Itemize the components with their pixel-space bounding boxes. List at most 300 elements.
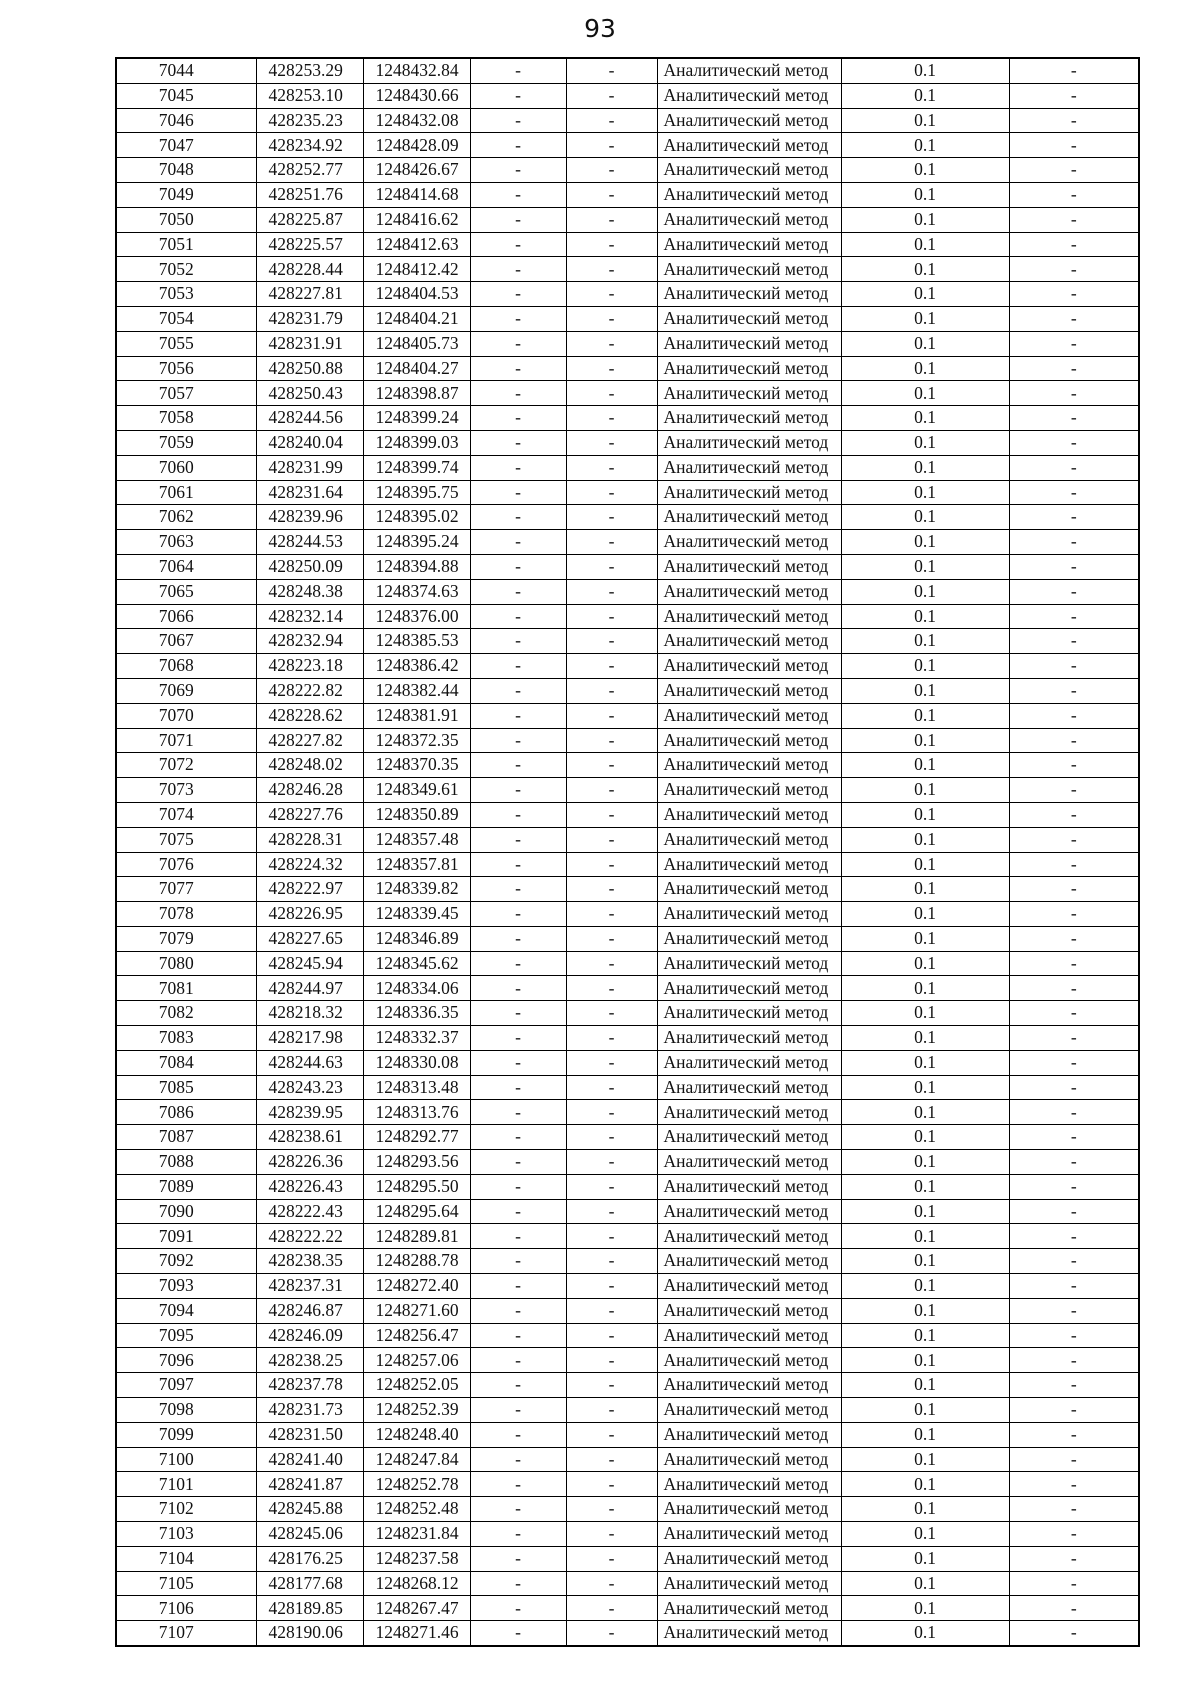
dash-cell: - [566,778,657,803]
x-coordinate-cell: 428224.32 [256,852,363,877]
dash-cell: - [470,480,566,505]
y-coordinate-cell: 1248394.88 [363,554,470,579]
dash-cell: - [470,1274,566,1299]
method-cell: Аналитический метод [657,926,841,951]
dash-cell: - [566,877,657,902]
dash-cell: - [1009,976,1139,1001]
method-cell: Аналитический метод [657,480,841,505]
point-number-cell: 7079 [116,926,256,951]
dash-cell: - [1009,703,1139,728]
x-coordinate-cell: 428223.18 [256,654,363,679]
point-number-cell: 7047 [116,133,256,158]
dash-cell: - [566,1001,657,1026]
dash-cell: - [1009,1447,1139,1472]
accuracy-cell: 0.1 [841,505,1009,530]
x-coordinate-cell: 428243.23 [256,1075,363,1100]
accuracy-cell: 0.1 [841,728,1009,753]
dash-cell: - [566,430,657,455]
accuracy-cell: 0.1 [841,1621,1009,1646]
point-number-cell: 7086 [116,1100,256,1125]
dash-cell: - [470,1075,566,1100]
dash-cell: - [566,1472,657,1497]
method-cell: Аналитический метод [657,257,841,282]
dash-cell: - [470,1298,566,1323]
point-number-cell: 7100 [116,1447,256,1472]
x-coordinate-cell: 428239.96 [256,505,363,530]
y-coordinate-cell: 1248432.84 [363,58,470,83]
method-cell: Аналитический метод [657,579,841,604]
method-cell: Аналитический метод [657,381,841,406]
method-cell: Аналитический метод [657,1274,841,1299]
accuracy-cell: 0.1 [841,1224,1009,1249]
dash-cell: - [470,629,566,654]
method-cell: Аналитический метод [657,877,841,902]
accuracy-cell: 0.1 [841,1249,1009,1274]
accuracy-cell: 0.1 [841,331,1009,356]
point-number-cell: 7080 [116,951,256,976]
method-cell: Аналитический метод [657,58,841,83]
dash-cell: - [1009,207,1139,232]
table-row [116,877,1139,902]
accuracy-cell: 0.1 [841,158,1009,183]
dash-cell: - [470,1447,566,1472]
y-coordinate-cell: 1248295.50 [363,1174,470,1199]
point-number-cell: 7087 [116,1125,256,1150]
accuracy-cell: 0.1 [841,579,1009,604]
point-number-cell: 7091 [116,1224,256,1249]
method-cell: Аналитический метод [657,976,841,1001]
accuracy-cell: 0.1 [841,232,1009,257]
table-row [116,406,1139,431]
y-coordinate-cell: 1248313.48 [363,1075,470,1100]
dash-cell: - [1009,778,1139,803]
y-coordinate-cell: 1248334.06 [363,976,470,1001]
x-coordinate-cell: 428245.88 [256,1497,363,1522]
dash-cell: - [1009,505,1139,530]
dash-cell: - [470,406,566,431]
point-number-cell: 7081 [116,976,256,1001]
y-coordinate-cell: 1248336.35 [363,1001,470,1026]
accuracy-cell: 0.1 [841,1348,1009,1373]
table-row [116,703,1139,728]
dash-cell: - [1009,1596,1139,1621]
method-cell: Аналитический метод [657,1497,841,1522]
y-coordinate-cell: 1248292.77 [363,1125,470,1150]
accuracy-cell: 0.1 [841,654,1009,679]
dash-cell: - [470,1348,566,1373]
dash-cell: - [1009,629,1139,654]
accuracy-cell: 0.1 [841,1150,1009,1175]
point-number-cell: 7051 [116,232,256,257]
x-coordinate-cell: 428225.87 [256,207,363,232]
dash-cell: - [1009,604,1139,629]
x-coordinate-cell: 428226.36 [256,1150,363,1175]
x-coordinate-cell: 428241.40 [256,1447,363,1472]
table-row [116,1398,1139,1423]
accuracy-cell: 0.1 [841,1422,1009,1447]
dash-cell: - [470,430,566,455]
accuracy-cell: 0.1 [841,1100,1009,1125]
y-coordinate-cell: 1248339.45 [363,902,470,927]
dash-cell: - [566,1125,657,1150]
dash-cell: - [1009,753,1139,778]
dash-cell: - [470,926,566,951]
x-coordinate-cell: 428234.92 [256,133,363,158]
table-row [116,926,1139,951]
method-cell: Аналитический метод [657,629,841,654]
x-coordinate-cell: 428222.82 [256,678,363,703]
dash-cell: - [470,1026,566,1051]
point-number-cell: 7099 [116,1422,256,1447]
table-row [116,976,1139,1001]
dash-cell: - [566,207,657,232]
dash-cell: - [1009,1546,1139,1571]
table-row [116,1026,1139,1051]
method-cell: Аналитический метод [657,1323,841,1348]
table-body [116,58,1139,1646]
y-coordinate-cell: 1248399.24 [363,406,470,431]
dash-cell: - [566,58,657,83]
accuracy-cell: 0.1 [841,1050,1009,1075]
method-cell: Аналитический метод [657,530,841,555]
point-number-cell: 7084 [116,1050,256,1075]
dash-cell: - [566,331,657,356]
dash-cell: - [470,83,566,108]
dash-cell: - [566,356,657,381]
dash-cell: - [566,1174,657,1199]
point-number-cell: 7094 [116,1298,256,1323]
point-number-cell: 7085 [116,1075,256,1100]
accuracy-cell: 0.1 [841,1522,1009,1547]
y-coordinate-cell: 1248252.78 [363,1472,470,1497]
dash-cell: - [470,1323,566,1348]
accuracy-cell: 0.1 [841,1373,1009,1398]
y-coordinate-cell: 1248395.75 [363,480,470,505]
x-coordinate-cell: 428228.44 [256,257,363,282]
dash-cell: - [566,1546,657,1571]
table-row [116,505,1139,530]
table-row [116,530,1139,555]
table-row [116,133,1139,158]
dash-cell: - [566,1249,657,1274]
dash-cell: - [470,827,566,852]
table-row [116,381,1139,406]
accuracy-cell: 0.1 [841,133,1009,158]
accuracy-cell: 0.1 [841,1447,1009,1472]
point-number-cell: 7093 [116,1274,256,1299]
table-row [116,1075,1139,1100]
table-row [116,1621,1139,1646]
point-number-cell: 7059 [116,430,256,455]
dash-cell: - [566,158,657,183]
dash-cell: - [566,406,657,431]
accuracy-cell: 0.1 [841,1026,1009,1051]
dash-cell: - [470,356,566,381]
dash-cell: - [470,331,566,356]
accuracy-cell: 0.1 [841,1298,1009,1323]
accuracy-cell: 0.1 [841,778,1009,803]
x-coordinate-cell: 428222.97 [256,877,363,902]
accuracy-cell: 0.1 [841,306,1009,331]
dash-cell: - [1009,83,1139,108]
y-coordinate-cell: 1248405.73 [363,331,470,356]
method-cell: Аналитический метод [657,1571,841,1596]
method-cell: Аналитический метод [657,306,841,331]
dash-cell: - [566,703,657,728]
table-row [116,1001,1139,1026]
y-coordinate-cell: 1248237.58 [363,1546,470,1571]
accuracy-cell: 0.1 [841,604,1009,629]
dash-cell: - [470,1249,566,1274]
dash-cell: - [1009,1472,1139,1497]
y-coordinate-cell: 1248357.81 [363,852,470,877]
table-row [116,1323,1139,1348]
point-number-cell: 7068 [116,654,256,679]
dash-cell: - [566,1050,657,1075]
accuracy-cell: 0.1 [841,1001,1009,1026]
dash-cell: - [566,505,657,530]
method-cell: Аналитический метод [657,1522,841,1547]
accuracy-cell: 0.1 [841,877,1009,902]
point-number-cell: 7074 [116,802,256,827]
x-coordinate-cell: 428227.82 [256,728,363,753]
dash-cell: - [566,1224,657,1249]
x-coordinate-cell: 428244.63 [256,1050,363,1075]
y-coordinate-cell: 1248386.42 [363,654,470,679]
accuracy-cell: 0.1 [841,1472,1009,1497]
method-cell: Аналитический метод [657,356,841,381]
dash-cell: - [470,505,566,530]
x-coordinate-cell: 428246.09 [256,1323,363,1348]
dash-cell: - [470,728,566,753]
table-row [116,182,1139,207]
dash-cell: - [566,802,657,827]
dash-cell: - [566,1398,657,1423]
method-cell: Аналитический метод [657,1001,841,1026]
method-cell: Аналитический метод [657,554,841,579]
dash-cell: - [566,108,657,133]
dash-cell: - [470,1373,566,1398]
dash-cell: - [470,306,566,331]
accuracy-cell: 0.1 [841,381,1009,406]
x-coordinate-cell: 428250.88 [256,356,363,381]
dash-cell: - [1009,1422,1139,1447]
point-number-cell: 7075 [116,827,256,852]
method-cell: Аналитический метод [657,83,841,108]
dash-cell: - [1009,1050,1139,1075]
dash-cell: - [470,951,566,976]
point-number-cell: 7053 [116,282,256,307]
dash-cell: - [1009,1621,1139,1646]
point-number-cell: 7069 [116,678,256,703]
table-row [116,232,1139,257]
point-number-cell: 7060 [116,455,256,480]
method-cell: Аналитический метод [657,802,841,827]
y-coordinate-cell: 1248295.64 [363,1199,470,1224]
x-coordinate-cell: 428228.31 [256,827,363,852]
method-cell: Аналитический метод [657,282,841,307]
dash-cell: - [566,554,657,579]
table-row [116,1348,1139,1373]
method-cell: Аналитический метод [657,1249,841,1274]
dash-cell: - [1009,455,1139,480]
dash-cell: - [1009,1348,1139,1373]
x-coordinate-cell: 428225.57 [256,232,363,257]
accuracy-cell: 0.1 [841,282,1009,307]
x-coordinate-cell: 428250.43 [256,381,363,406]
dash-cell: - [1009,654,1139,679]
dash-cell: - [1009,802,1139,827]
method-cell: Аналитический метод [657,703,841,728]
dash-cell: - [566,1075,657,1100]
table-row [116,827,1139,852]
y-coordinate-cell: 1248385.53 [363,629,470,654]
table-row [116,951,1139,976]
dash-cell: - [566,951,657,976]
point-number-cell: 7072 [116,753,256,778]
x-coordinate-cell: 428232.14 [256,604,363,629]
x-coordinate-cell: 428227.76 [256,802,363,827]
dash-cell: - [1009,1373,1139,1398]
point-number-cell: 7106 [116,1596,256,1621]
table-row [116,1249,1139,1274]
table-row [116,1298,1139,1323]
dash-cell: - [566,232,657,257]
accuracy-cell: 0.1 [841,1199,1009,1224]
x-coordinate-cell: 428238.35 [256,1249,363,1274]
y-coordinate-cell: 1248346.89 [363,926,470,951]
coordinates-table [115,57,1140,1647]
x-coordinate-cell: 428238.61 [256,1125,363,1150]
table-row [116,480,1139,505]
accuracy-cell: 0.1 [841,257,1009,282]
dash-cell: - [566,926,657,951]
dash-cell: - [1009,951,1139,976]
y-coordinate-cell: 1248395.02 [363,505,470,530]
point-number-cell: 7058 [116,406,256,431]
dash-cell: - [470,1596,566,1621]
dash-cell: - [470,182,566,207]
accuracy-cell: 0.1 [841,530,1009,555]
y-coordinate-cell: 1248412.42 [363,257,470,282]
dash-cell: - [1009,430,1139,455]
y-coordinate-cell: 1248272.40 [363,1274,470,1299]
x-coordinate-cell: 428231.73 [256,1398,363,1423]
dash-cell: - [470,133,566,158]
x-coordinate-cell: 428253.29 [256,58,363,83]
x-coordinate-cell: 428231.50 [256,1422,363,1447]
point-number-cell: 7066 [116,604,256,629]
point-number-cell: 7046 [116,108,256,133]
dash-cell: - [470,1422,566,1447]
point-number-cell: 7098 [116,1398,256,1423]
dash-cell: - [566,1373,657,1398]
x-coordinate-cell: 428190.06 [256,1621,363,1646]
accuracy-cell: 0.1 [841,1497,1009,1522]
dash-cell: - [1009,133,1139,158]
point-number-cell: 7076 [116,852,256,877]
x-coordinate-cell: 428244.97 [256,976,363,1001]
dash-cell: - [1009,852,1139,877]
dash-cell: - [1009,1274,1139,1299]
accuracy-cell: 0.1 [841,207,1009,232]
method-cell: Аналитический метод [657,1348,841,1373]
dash-cell: - [1009,1224,1139,1249]
table-row [116,778,1139,803]
x-coordinate-cell: 428238.25 [256,1348,363,1373]
dash-cell: - [566,530,657,555]
dash-cell: - [1009,1571,1139,1596]
dash-cell: - [470,579,566,604]
x-coordinate-cell: 428226.95 [256,902,363,927]
dash-cell: - [470,1546,566,1571]
dash-cell: - [470,1571,566,1596]
accuracy-cell: 0.1 [841,430,1009,455]
y-coordinate-cell: 1248345.62 [363,951,470,976]
accuracy-cell: 0.1 [841,1398,1009,1423]
dash-cell: - [1009,1298,1139,1323]
dash-cell: - [1009,827,1139,852]
table-row [116,629,1139,654]
accuracy-cell: 0.1 [841,1546,1009,1571]
method-cell: Аналитический метод [657,852,841,877]
table-row [116,728,1139,753]
method-cell: Аналитический метод [657,430,841,455]
point-number-cell: 7083 [116,1026,256,1051]
dash-cell: - [566,654,657,679]
table-row [116,1274,1139,1299]
accuracy-cell: 0.1 [841,58,1009,83]
table-row [116,83,1139,108]
x-coordinate-cell: 428246.87 [256,1298,363,1323]
point-number-cell: 7092 [116,1249,256,1274]
y-coordinate-cell: 1248404.53 [363,282,470,307]
method-cell: Аналитический метод [657,133,841,158]
accuracy-cell: 0.1 [841,108,1009,133]
table-row [116,852,1139,877]
table-row [116,1125,1139,1150]
x-coordinate-cell: 428231.79 [256,306,363,331]
y-coordinate-cell: 1248271.46 [363,1621,470,1646]
point-number-cell: 7102 [116,1497,256,1522]
method-cell: Аналитический метод [657,182,841,207]
y-coordinate-cell: 1248404.27 [363,356,470,381]
method-cell: Аналитический метод [657,1150,841,1175]
y-coordinate-cell: 1248268.12 [363,1571,470,1596]
table-row [116,678,1139,703]
y-coordinate-cell: 1248252.05 [363,1373,470,1398]
table-row [116,579,1139,604]
method-cell: Аналитический метод [657,1125,841,1150]
method-cell: Аналитический метод [657,1422,841,1447]
accuracy-cell: 0.1 [841,480,1009,505]
dash-cell: - [566,182,657,207]
y-coordinate-cell: 1248382.44 [363,678,470,703]
table-row [116,802,1139,827]
dash-cell: - [1009,108,1139,133]
point-number-cell: 7052 [116,257,256,282]
method-cell: Аналитический метод [657,1472,841,1497]
table-row [116,1571,1139,1596]
y-coordinate-cell: 1248372.35 [363,728,470,753]
dash-cell: - [470,778,566,803]
dash-cell: - [470,1150,566,1175]
method-cell: Аналитический метод [657,1621,841,1646]
dash-cell: - [470,902,566,927]
table-row [116,1199,1139,1224]
table-row [116,1224,1139,1249]
dash-cell: - [1009,1026,1139,1051]
